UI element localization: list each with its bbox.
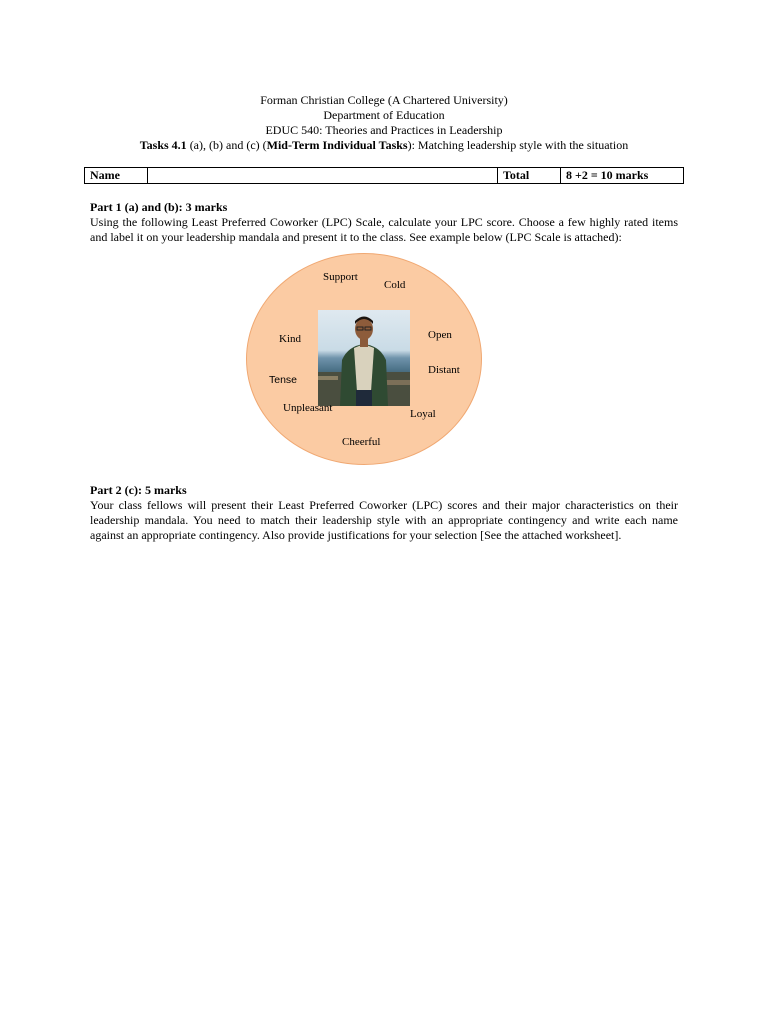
portrait-photo (318, 310, 410, 406)
part1-section (90, 200, 678, 245)
mandala-word-unpleasant: Unpleasant (283, 402, 333, 414)
name-label: Name (85, 168, 148, 184)
mandala-word-cold: Cold (384, 279, 406, 291)
mandala-word-loyal: Loyal (410, 408, 436, 420)
course-title: EDUC 540: Theories and Practices in Leadership (265, 123, 503, 137)
tasks-line (0, 138, 768, 153)
mandala-word-kind: Kind (279, 333, 301, 345)
document-header (0, 93, 768, 153)
part2-title: Part 2 (c): 5 marks (90, 483, 187, 497)
info-table (84, 167, 684, 184)
college-name: Forman Christian College (A Chartered University) (260, 93, 508, 107)
portrait-illustration (318, 310, 410, 406)
total-value: 8 +2 = 10 marks (561, 168, 684, 184)
tasks-bold: Mid-Term Individual Tasks (266, 138, 408, 152)
part2-body: Your class fellows will present their Least Preferred Coworker (LPC) scores and their major characteristics on their leadership mandala. You need to match their leadership style with an appropriate contingency and write each name against an appropriate contingency. Also provide justifications for your selection [See the attached worksheet]. (90, 498, 678, 542)
part2-section (90, 483, 678, 543)
total-label: Total (498, 168, 561, 184)
tasks-label: Tasks 4.1 (139, 138, 187, 152)
mandala-word-open: Open (428, 329, 452, 341)
department-name: Department of Education (323, 108, 445, 122)
mandala-word-tense: Tense (269, 374, 298, 386)
mandala-word-distant: Distant (428, 364, 460, 376)
tasks-parts: (a), (b) and (c) ( (186, 138, 267, 152)
tasks-rest: ): Matching leadership style with the situation (407, 138, 629, 152)
name-field[interactable] (148, 168, 498, 184)
mandala-word-cheerful: Cheerful (342, 436, 381, 448)
part1-body: Using the following Least Preferred Coworker (LPC) Scale, calculate your LPC score. Choose a few highly rated items and label it on your leadership mandala and present it to the class. See example below (LPC Scale is attached): (90, 215, 678, 244)
part1-title: Part 1 (a) and (b): 3 marks (90, 200, 228, 214)
mandala-word-support: Support (323, 271, 358, 283)
